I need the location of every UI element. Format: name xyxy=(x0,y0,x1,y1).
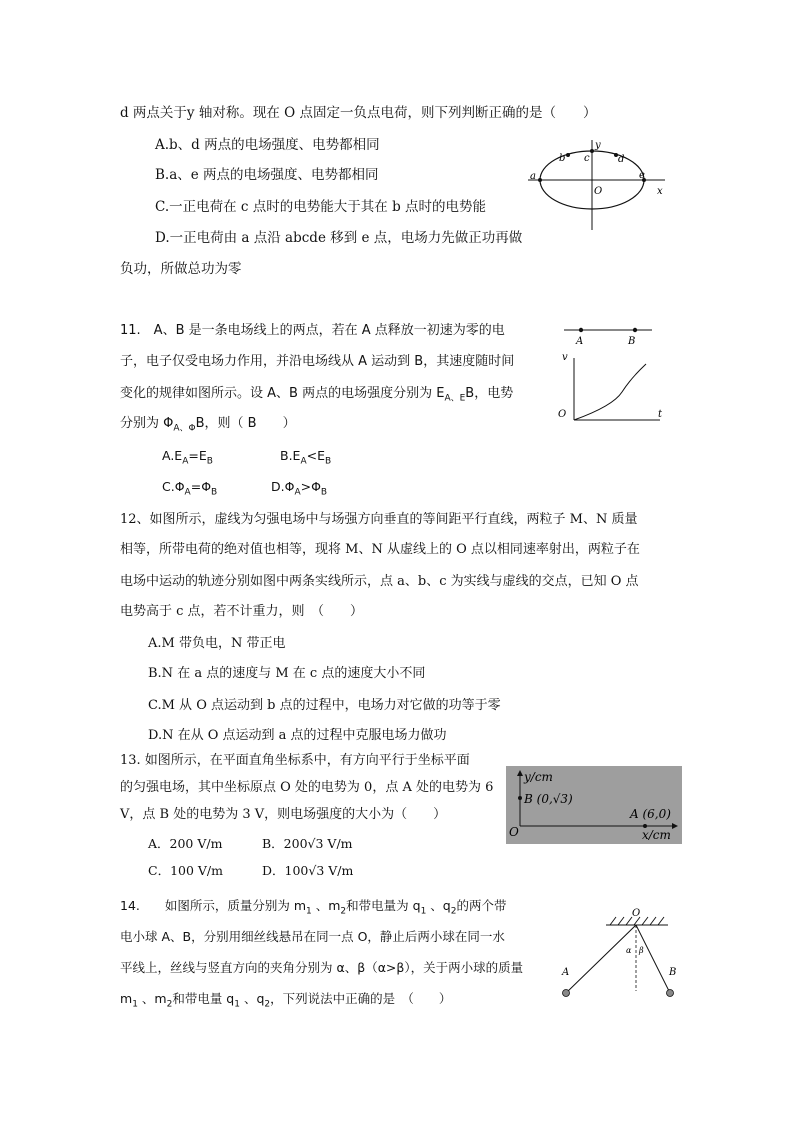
q13-option-d: D．100√3 V/m xyxy=(262,863,354,878)
q11-option-b: $B.E_A<E_B$ xyxy=(280,448,332,467)
label-A: A xyxy=(576,336,584,347)
point-B xyxy=(633,328,637,332)
point-B xyxy=(518,796,522,800)
q14-line-3: 平线上，丝线与竖直方向的夹角分别为 α、β（α>β），关于两小球的质量 xyxy=(120,960,524,975)
q12-option-d: D.N 在从 O 点运动到 a 点的过程中克服电场力做功 xyxy=(148,728,447,743)
q12-line-4: 电势高于 c 点，若不计重力，则 （ ） xyxy=(120,604,364,619)
q10-option-d: D.一正电荷由 a 点沿 abcde 移到 e 点，电场力先做正功再做 xyxy=(155,230,523,246)
q10-option-a: A.b、d 两点的电场强度、电势都相同 xyxy=(155,137,380,153)
q10-option-b: B.a、e 两点的电场强度、电势都相同 xyxy=(155,167,379,183)
q11-option-d: $D.\Phi_A>\Phi_B$ xyxy=(271,479,328,498)
q13-option-a: A．200 V/m xyxy=(148,836,223,851)
q10-option-d-continued: 负功，所做总功为零 xyxy=(120,261,242,277)
q12-line-3: 电场中运动的轨迹分别如图中两条实线所示，点 a、b、c 为实线与虚线的交点，已知 O 点 xyxy=(120,574,639,589)
q13-coordinate-figure xyxy=(506,766,682,844)
label-b: b xyxy=(559,153,566,164)
label-d: d xyxy=(618,154,625,165)
label-O: O xyxy=(558,409,567,420)
label-beta: β xyxy=(639,946,644,955)
q10-option-c: C.一正电荷在 c 点时的电势能大于其在 b 点时的电势能 xyxy=(155,199,487,215)
point-A-label: A (6,0) xyxy=(630,807,671,821)
q10-stem: d 两点关于y 轴对称。现在 O 点固定一负点电荷，则下列判断正确的是（ ） xyxy=(120,105,597,121)
ball-B xyxy=(667,990,674,997)
label-B: B xyxy=(628,336,636,347)
label-alpha: α xyxy=(626,946,632,955)
q11-line-4: 分别为 $\Phi_{A、\Phi}B$，则（ B ） xyxy=(120,416,296,434)
label-e: e xyxy=(639,170,645,181)
q11-option-a: $A.E_A=E_B$ xyxy=(162,448,213,467)
q14-line-2: 电小球 A、B，分别用细丝线悬吊在同一点 O，静止后两小球在同一水 xyxy=(120,929,505,944)
q13-line-1: 13. 如图所示，在平面直角坐标系中，有方向平行于坐标平面 xyxy=(120,753,470,768)
q11-option-c: $C.\Phi_A=\Phi_B$ xyxy=(162,479,218,498)
point-c xyxy=(590,149,594,153)
q10-ellipse-figure xyxy=(520,134,670,234)
q11-line-2: 子，电子仅受电场力作用，并沿电场线从 A 运动到 B，其速度随时间 xyxy=(120,354,515,369)
label-v: v xyxy=(562,352,568,363)
label-B: B xyxy=(669,967,677,978)
label-O: O xyxy=(632,908,641,919)
point-b xyxy=(566,153,570,157)
q11-line-3: 变化的规律如图所示。设 A、B 两点的电场强度分别为 $E_{A、E}B$，电势 xyxy=(120,386,514,404)
label-t: t xyxy=(658,409,663,420)
q13-line-3: V，点 B 处的电势为 3 V，则电场强度的大小为（ ） xyxy=(120,807,447,822)
label-y: y xyxy=(595,140,601,151)
thread-B xyxy=(636,925,670,993)
q13-option-b: B．200√3 V/m xyxy=(262,836,353,851)
thread-A xyxy=(566,925,636,993)
v-t-curve xyxy=(574,364,646,420)
x-axis-label: x/cm xyxy=(642,828,671,842)
q12-line-1: 12、如图所示，虚线为匀强电场中与场强方向垂直的等间距平行直线，两粒子 M、N 质量 xyxy=(120,512,638,527)
label-c: c xyxy=(584,153,590,164)
q14-line-1: 14. 如图所示，质量分别为 $m_1$ 、$m_2$和带电量为 $q_1$ 、$q_2$的两个带 xyxy=(120,898,507,917)
point-a xyxy=(538,178,542,182)
q14-pendulum-figure xyxy=(556,905,686,1010)
q14-line-4: $m_1$ 、$m_2$和带电量 $q_1$ 、$q_2$，下列说法中正确的是 （ ） xyxy=(120,991,452,1010)
q12-option-a: A.M 带负电，N 带正电 xyxy=(148,636,286,651)
q13-line-2: 的匀强电场，其中坐标原点 O 处的电势为 0，点 A 处的电势为 6 xyxy=(120,780,494,795)
point-B-label: B (0,√3) xyxy=(524,792,573,806)
label-origin: O xyxy=(594,186,603,197)
q13-option-c: C．100 V/m xyxy=(148,863,223,878)
ball-A xyxy=(563,990,570,997)
q11-line-1: 11. A、B 是一条电场线上的两点，若在 A 点释放一初速为零的电 xyxy=(120,323,505,338)
q12-option-c: C.M 从 O 点运动到 b 点的过程中，电场力对它做的功等于零 xyxy=(148,698,501,713)
q12-line-2: 相等，所带电荷的绝对值也相等，现将 M、N 从虚线上的 O 点以相同速率射出，两粒子在 xyxy=(120,542,640,557)
q11-figure xyxy=(548,320,678,430)
y-axis-label: y/cm xyxy=(524,770,553,784)
label-a: a xyxy=(530,171,536,182)
label-A: A xyxy=(562,967,570,978)
point-A xyxy=(579,328,583,332)
q12-option-b: B.N 在 a 点的速度与 M 在 c 点的速度大小不同 xyxy=(148,666,426,681)
origin-label: O xyxy=(509,825,519,839)
label-x: x xyxy=(657,186,663,197)
